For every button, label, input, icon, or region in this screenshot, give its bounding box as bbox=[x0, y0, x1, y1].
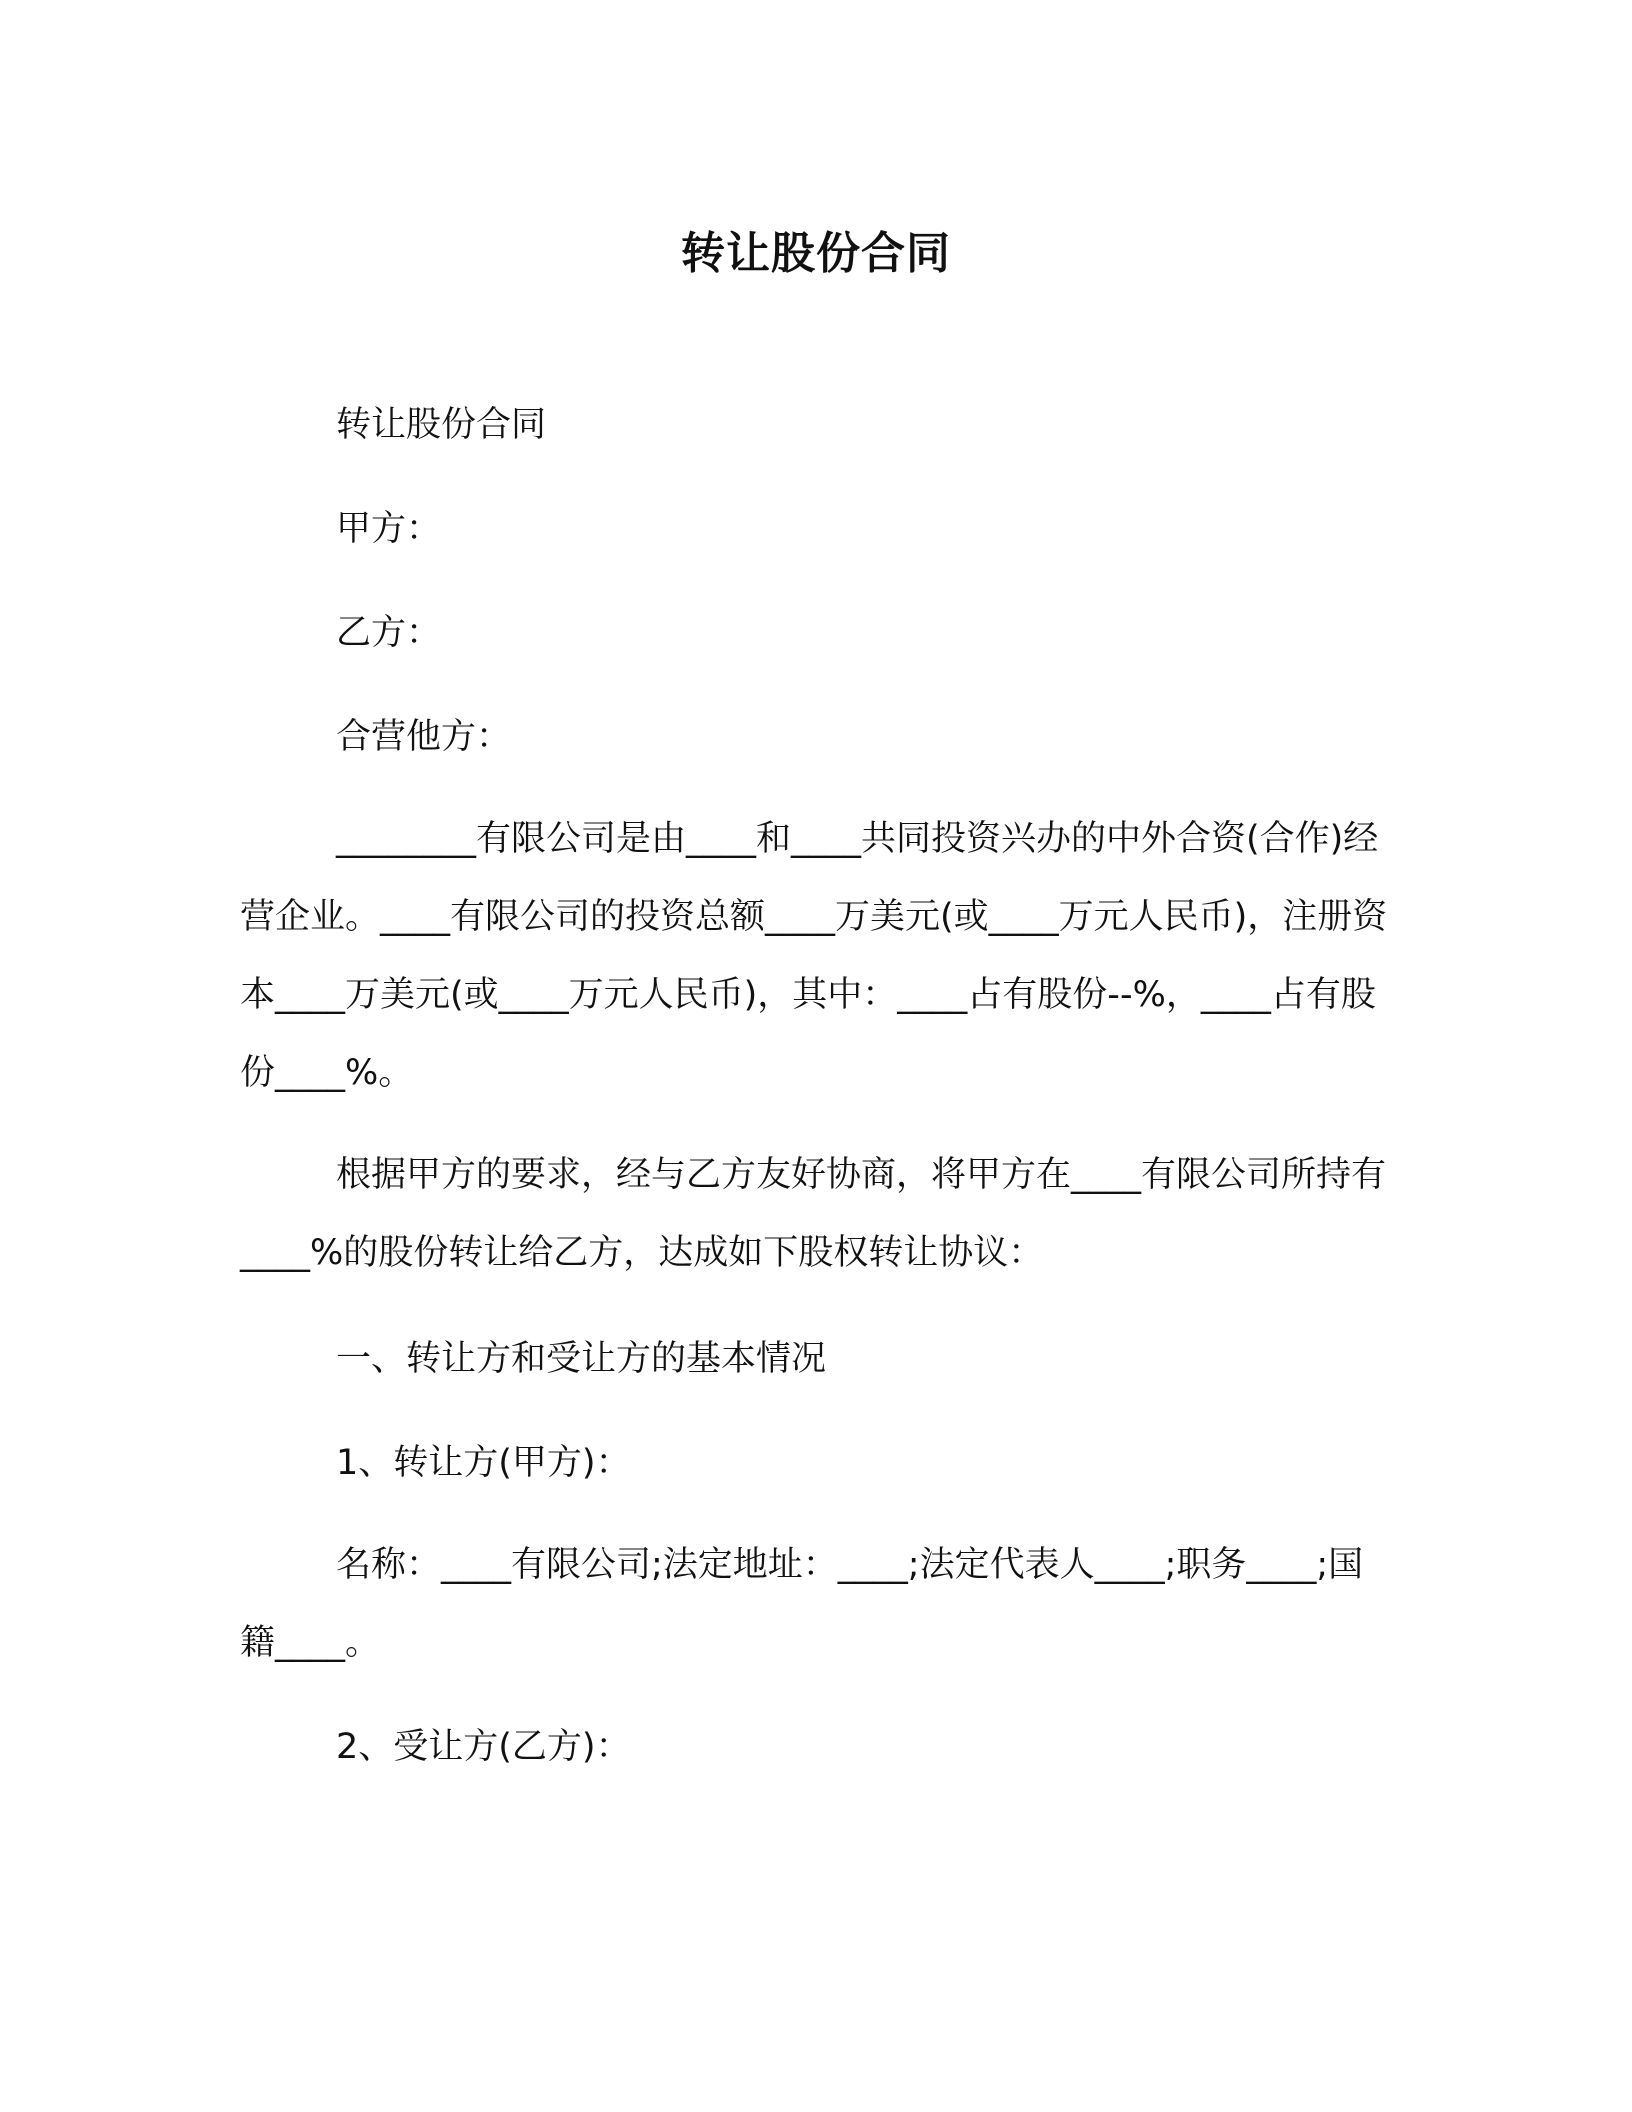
other-party-line: 合营他方： bbox=[336, 717, 512, 757]
party-b-line: 乙方： bbox=[336, 613, 442, 653]
transferor-heading: 1、转让方(甲方)： bbox=[336, 1443, 631, 1483]
transfer-agreement-paragraph: 根据甲方的要求，经与乙方友好协商，将甲方在____有限公司所持有____%的股份转让给乙方，达成如下股权转让协议： bbox=[240, 1155, 1387, 1273]
document-title: 转让股份合同 bbox=[681, 228, 951, 279]
transferee-heading: 2、受让方(乙方)： bbox=[336, 1727, 631, 1767]
contract-heading: 转让股份合同 bbox=[336, 405, 547, 445]
section-heading-basic-info: 一、转让方和受让方的基本情况 bbox=[336, 1339, 827, 1379]
transferor-details-paragraph: 名称：____有限公司;法定地址：____;法定代表人____;职务____;国籍____。 bbox=[240, 1545, 1364, 1663]
party-a-line: 甲方： bbox=[336, 509, 442, 549]
company-intro-paragraph: ________有限公司是由____和____共同投资兴办的中外合资(合作)经营企业。____有限公司的投资总额____万美元(或____万元人民币)，注册资本____万美元(或____万元人民币)，其中：____占有股份--%，____占有股份____%。 bbox=[240, 819, 1388, 1093]
